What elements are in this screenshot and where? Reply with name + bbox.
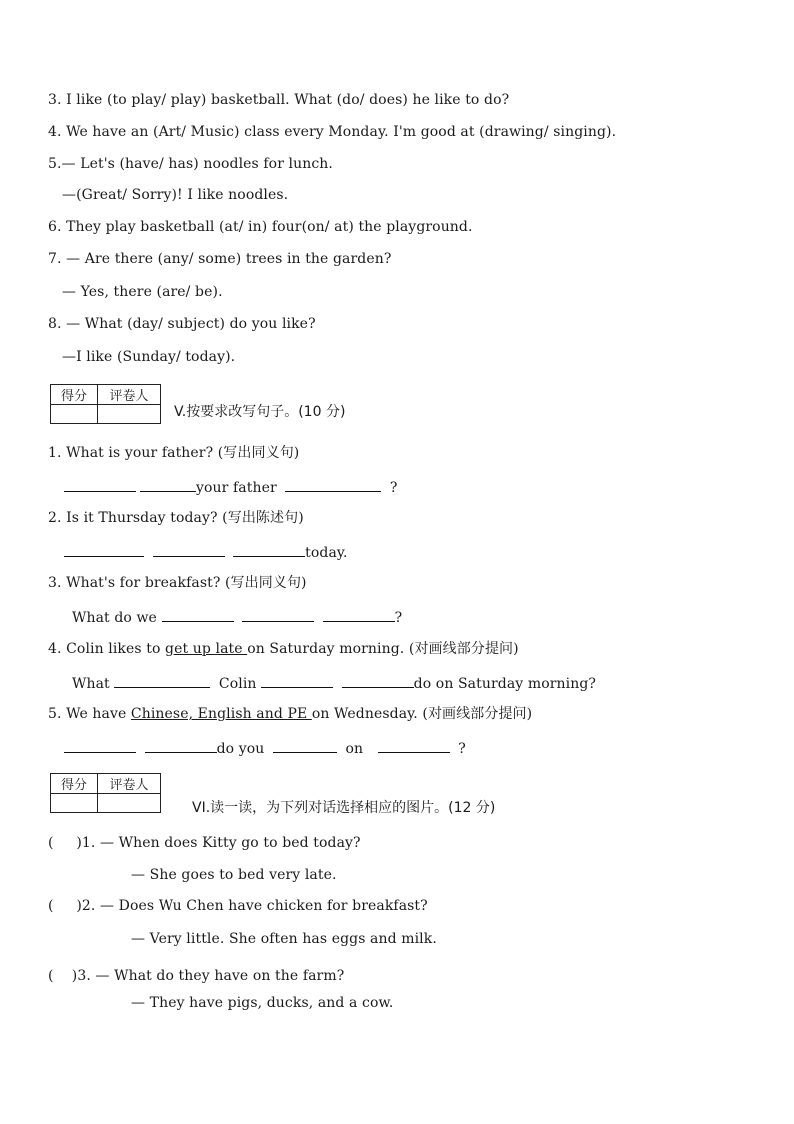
answer-text: do on Saturday morning? (413, 676, 597, 692)
s6-item-2-q (48, 897, 428, 915)
s5-q2-answer (64, 542, 348, 562)
s6-item-1-a: — She goes to bed very late. (131, 867, 337, 883)
answer-paren[interactable]: ( ) (48, 898, 82, 914)
item-8-q: 8. — What (day/ subject) do you like? (48, 316, 316, 332)
section-6-title: VI.读一读，为下列对话选择相应的图片。(12 分) (192, 800, 496, 816)
q-text: 5. We have (48, 706, 131, 722)
answer-blank[interactable] (285, 477, 381, 492)
s5-q1: 1. What is your father? (写出同义句) (48, 445, 300, 461)
grader-label: 评卷人 (98, 385, 161, 405)
answer-blank[interactable] (114, 673, 210, 688)
s6-item-2-a: — Very little. She often has eggs and milk. (131, 931, 437, 947)
underlined-text: Chinese, English and PE (130, 706, 312, 722)
s6-item-1-q (48, 834, 361, 852)
answer-blank[interactable] (153, 542, 225, 557)
answer-blank[interactable] (145, 738, 217, 753)
item-5-q: 5.— Let's (have/ has) noodles for lunch. (48, 156, 333, 172)
answer-paren[interactable]: ( ) (48, 968, 78, 984)
answer-text: Colin (218, 676, 257, 692)
answer-text: on (345, 741, 364, 757)
item-7-q: 7. — Are there (any/ some) trees in the garden? (48, 251, 392, 267)
answer-blank[interactable] (64, 542, 144, 557)
answer-blank[interactable] (273, 738, 337, 753)
answer-text: do you (216, 741, 265, 757)
s5-q4 (48, 640, 519, 658)
score-label: 得分 (51, 385, 98, 405)
underlined-text: get up late (165, 641, 248, 657)
answer-text: What do we (72, 610, 157, 626)
answer-blank[interactable] (64, 738, 136, 753)
q-text: on Saturday morning. (对画线部分提问) (247, 641, 519, 657)
q-text: 2. — Does Wu Chen have chicken for breakfast? (81, 898, 428, 914)
s5-q3: 3. What's for breakfast? (写出同义句) (48, 575, 307, 591)
s5-q3-answer (72, 607, 402, 627)
answer-blank[interactable] (162, 607, 234, 622)
score-box-6 (50, 773, 161, 813)
s5-q5-answer (64, 738, 466, 758)
answer-paren[interactable]: ( ) (48, 835, 82, 851)
answer-blank[interactable] (378, 738, 450, 753)
item-4: 4. We have an (Art/ Music) class every Monday. I'm good at (drawing/ singing). (48, 124, 617, 140)
s5-q1-answer (64, 477, 397, 497)
answer-blank[interactable] (64, 477, 136, 492)
item-6: 6. They play basketball (at/ in) four(on/ at) the playground. (48, 219, 473, 235)
answer-text: ? (458, 741, 466, 757)
answer-blank[interactable] (242, 607, 314, 622)
q-text: 4. Colin likes to (48, 641, 166, 657)
grader-cell[interactable] (98, 794, 161, 813)
s5-q4-answer (72, 673, 596, 693)
answer-text: ? (389, 480, 398, 496)
score-cell[interactable] (51, 794, 98, 813)
grader-cell[interactable] (98, 405, 161, 424)
s6-item-3-q (48, 967, 344, 985)
answer-text: your father (196, 480, 277, 496)
answer-text: What (72, 676, 110, 692)
answer-blank[interactable] (342, 673, 414, 688)
item-8-a: —I like (Sunday/ today). (62, 349, 236, 365)
item-5-a: —(Great/ Sorry)! I like noodles. (62, 187, 289, 203)
answer-blank[interactable] (261, 673, 333, 688)
answer-text: ? (394, 610, 403, 626)
section-5-title: V.按要求改写句子。(10 分) (174, 404, 346, 420)
answer-text: today. (305, 545, 348, 561)
answer-blank[interactable] (140, 477, 196, 492)
s5-q5 (48, 705, 532, 723)
grader-label: 评卷人 (98, 774, 161, 794)
item-3: 3. I like (to play/ play) basketball. What (do/ does) he like to do? (48, 92, 510, 108)
s5-q2: 2. Is it Thursday today? (写出陈述句) (48, 510, 304, 526)
s6-item-3-a: — They have pigs, ducks, and a cow. (131, 995, 394, 1011)
q-text: on Wednesday. (对画线部分提问) (311, 706, 533, 722)
score-cell[interactable] (51, 405, 98, 424)
q-text: 1. — When does Kitty go to bed today? (81, 835, 361, 851)
answer-blank[interactable] (233, 542, 305, 557)
q-text: 3. — What do they have on the farm? (77, 968, 345, 984)
answer-blank[interactable] (323, 607, 395, 622)
score-label: 得分 (51, 774, 98, 794)
item-7-a: — Yes, there (are/ be). (62, 284, 223, 300)
score-box-5 (50, 384, 161, 424)
